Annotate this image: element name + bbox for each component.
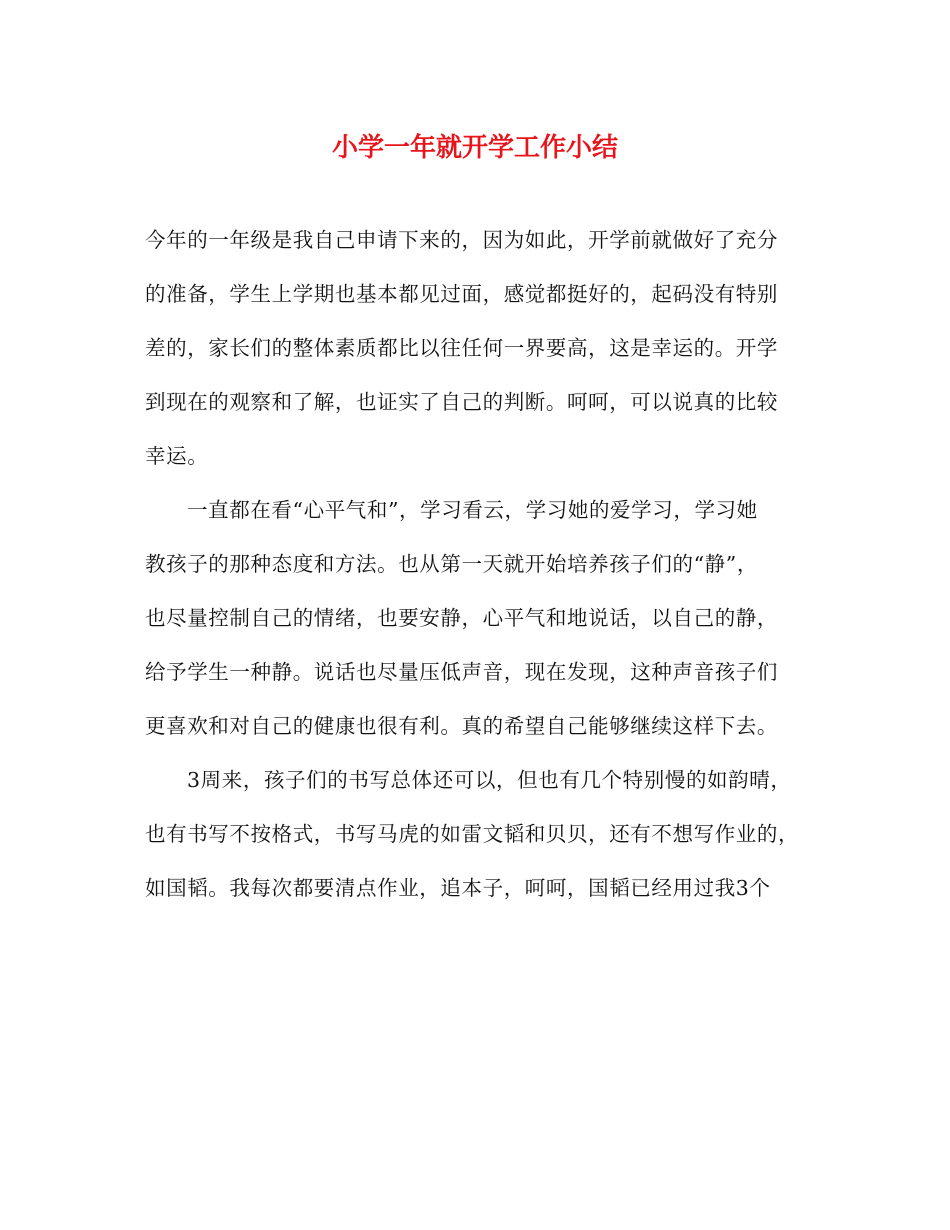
text-line: 今年的一年级是我自己申请下来的，因为如此，开学前就做好了充分 <box>145 228 778 252</box>
text-line: 的准备，学生上学期也基本都见过面，感觉都挺好的，起码没有特别 <box>145 282 778 306</box>
text-line: 也尽量控制自己的情绪，也要安静，心平气和地说话，以自己的静， <box>145 606 778 630</box>
text-line: 如国韬。我每次都要清点作业，追本子，呵呵，国韬已经用过我3个 <box>145 876 771 900</box>
text-line: 一直都在看“心平气和”，学习看云，学习她的爱学习，学习她 <box>187 498 758 522</box>
paragraph-3 <box>145 753 811 915</box>
document-body <box>145 213 811 915</box>
text-line: 到现在的观察和了解，也证实了自己的判断。呵呵，可以说真的比较 <box>145 390 778 414</box>
text-line: 差的，家长们的整体素质都比以往任何一界要高，这是幸运的。开学 <box>145 336 778 360</box>
document-title: 小学一年就开学工作小结 <box>331 133 618 163</box>
paragraph-1 <box>145 213 811 483</box>
text-line: 幸运。 <box>145 444 209 468</box>
paragraph-2 <box>145 483 811 753</box>
text-line: 3周来，孩子们的书写总体还可以，但也有几个特别慢的如韵晴， <box>187 768 792 792</box>
text-line: 更喜欢和对自己的健康也很有利。真的希望自己能够继续这样下去。 <box>145 714 778 738</box>
text-line: 给予学生一种静。说话也尽量压低声音，现在发现，这种声音孩子们 <box>145 660 778 684</box>
text-line: 教孩子的那种态度和方法。也从第一天就开始培养孩子们的“静”， <box>145 552 758 576</box>
text-line: 也有书写不按格式，书写马虎的如雷文韬和贝贝，还有不想写作业的， <box>145 822 800 846</box>
